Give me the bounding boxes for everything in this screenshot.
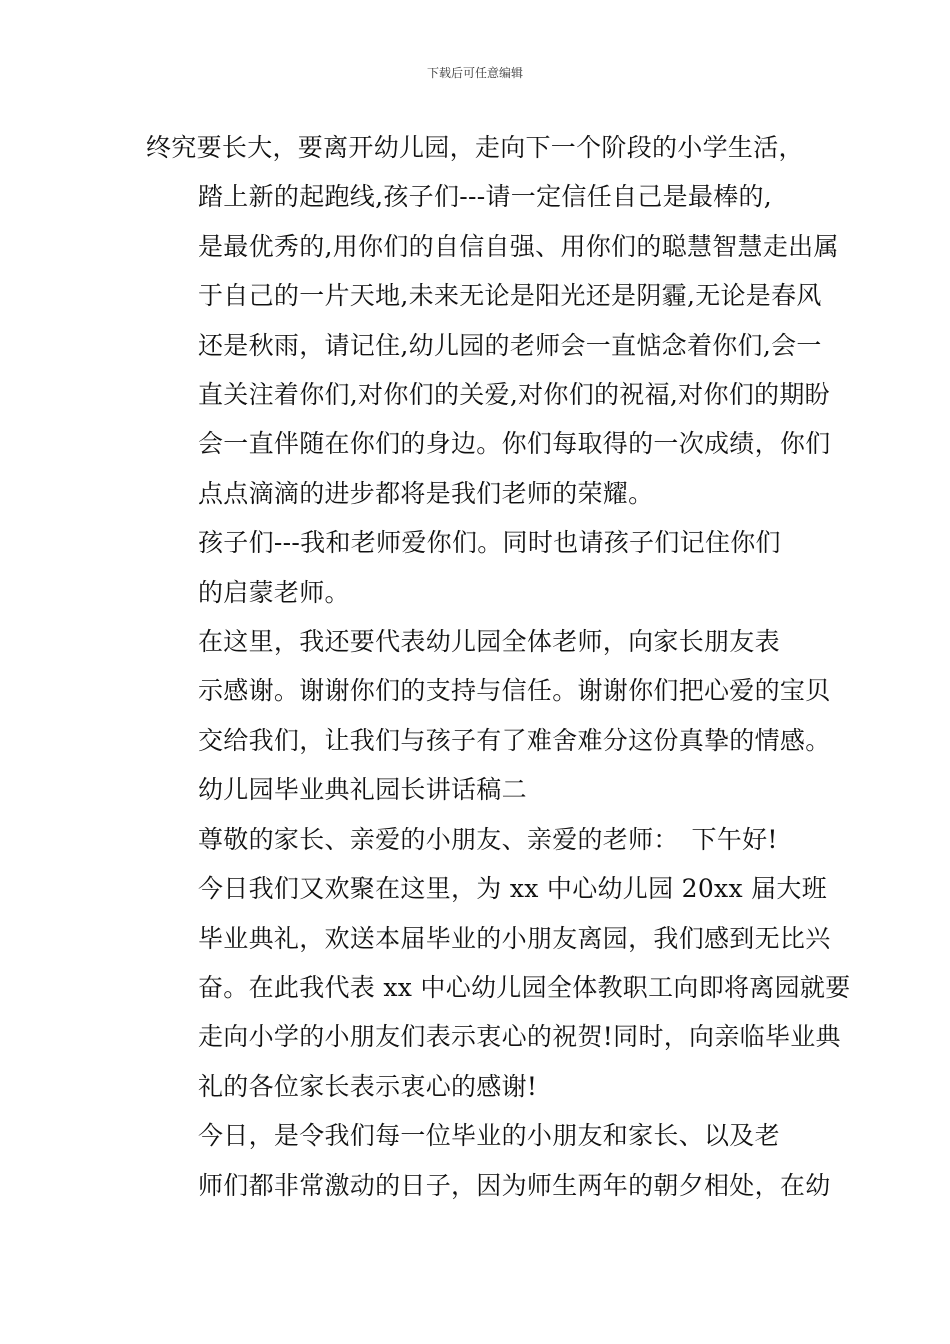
text-line: 还是秋雨，请记住,幼儿园的老师会一直惦念着你们,会一 — [198, 330, 822, 360]
text-line: 在这里，我还要代表幼儿园全体老师，向家长朋友表 — [198, 627, 780, 657]
text-line: 直关注着你们,对你们的关爱,对你们的祝福,对你们的期盼 — [198, 380, 830, 410]
text-line: 会一直伴随在你们的身边。你们每取得的一次成绩，你们 — [198, 429, 831, 459]
text-line: 幼儿园毕业典礼园长讲话稿二 — [198, 775, 527, 805]
text-line: 今日，是令我们每一位毕业的小朋友和家长、以及老 — [198, 1121, 780, 1151]
paragraph — [146, 1111, 831, 1210]
text-line: 是最优秀的,用你们的自信自强、用你们的聪慧智慧走出属 — [198, 231, 839, 261]
text-line: 奋。在此我代表 xx 中心幼儿园全体教职工向即将离园就要 — [198, 972, 851, 1002]
text-line: 交给我们，让我们与孩子有了难舍难分这份真挚的情感。 — [198, 725, 831, 755]
text-line: 示感谢。谢谢你们的支持与信任。谢谢你们把心爱的宝贝 — [198, 676, 831, 706]
paragraph — [146, 518, 806, 617]
text-line: 礼的各位家长表示衷心的感谢! — [198, 1071, 538, 1101]
paragraph — [146, 617, 831, 765]
salutation — [146, 815, 806, 864]
paragraph — [146, 864, 851, 1111]
page-header: 下载后可任意编辑 — [426, 66, 523, 80]
text-line: 踏上新的起跑线,孩子们---请一定信任自己是最棒的, — [198, 182, 773, 212]
text-line: 今日我们又欢聚在这里，为 xx 中心幼儿园 20xx 届大班 — [198, 874, 827, 904]
document-body — [146, 123, 851, 1210]
text-line: 孩子们---我和老师爱你们。同时也请孩子们记住你们 — [198, 528, 781, 558]
text-line: 毕业典礼，欢送本届毕业的小朋友离园，我们感到无比兴 — [198, 923, 831, 953]
text-line: 于自己的一片天地,未来无论是阳光还是阴霾,无论是春风 — [198, 281, 822, 311]
section-title — [146, 765, 806, 814]
paragraph — [146, 123, 806, 172]
text-line: 师们都非常激动的日子，因为师生两年的朝夕相处，在幼 — [198, 1170, 831, 1200]
paragraph — [146, 172, 839, 518]
text-line: 点点滴滴的进步都将是我们老师的荣耀。 — [198, 478, 654, 508]
text-line: 走向小学的小朋友们表示衷心的祝贺!同时，向亲临毕业典 — [198, 1022, 841, 1052]
text-line: 尊敬的家长、亲爱的小朋友、亲爱的老师： 下午好! — [198, 824, 778, 854]
text-line: 的启蒙老师。 — [198, 577, 350, 607]
text-line: 终究要长大，要离开幼儿园，走向下一个阶段的小学生活， — [146, 133, 804, 162]
